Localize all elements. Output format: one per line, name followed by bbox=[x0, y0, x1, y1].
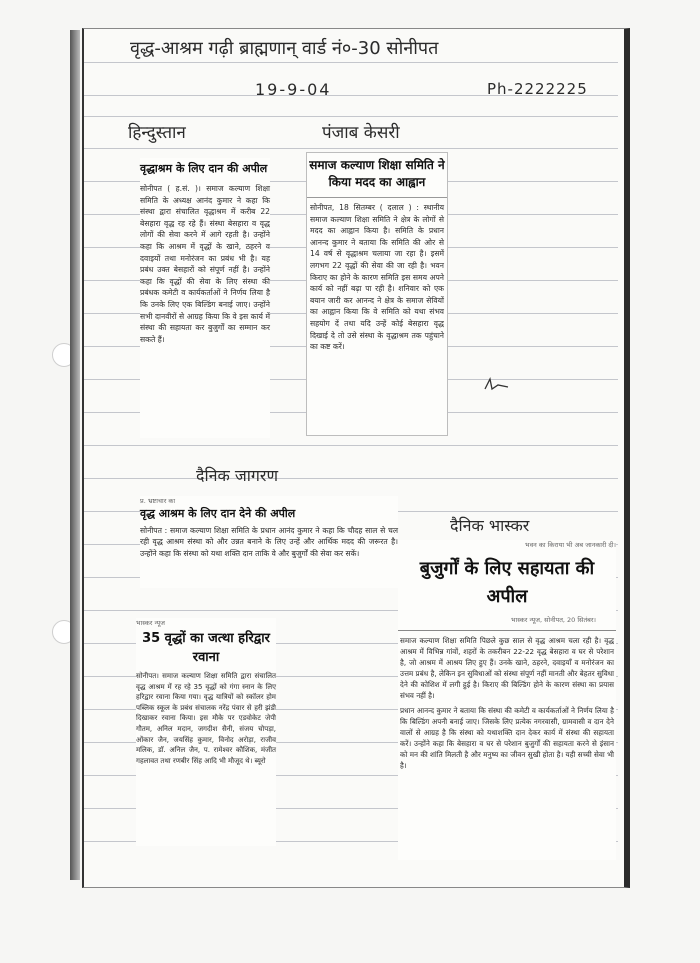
header-phone: Ph-2222225 bbox=[487, 80, 588, 98]
clipping-headline: 35 वृद्धों का जत्था हरिद्वार रवाना bbox=[142, 631, 270, 665]
clipping-headline: वृद्धाश्रम के लिए दान की अपील bbox=[140, 162, 268, 175]
header-date: 19-9-04 bbox=[255, 80, 332, 99]
clipping-headline: समाज कल्याण शिक्षा समिति ने किया मदद का आह्वान bbox=[307, 153, 447, 198]
register-spine bbox=[70, 30, 80, 880]
clipping-body-1: समाज कल्याण शिक्षा समिति पिछले कुछ साल से वृद्ध आश्रम चला रही है। वृद्ध आश्रम में विभिन्न गांवों, शहरों के तकरीबन 22-22 वृद्ध बेसहारा व घर से परेशान है, जो आश्रम में आश्रय लिए हुए हैं। उनके खाने, ठहरने, दवाइयाँ व मनोरंजन का उत्तम प्रबंध है, लेकिन इन सुविधाओं को संस्था संपूर्ण नहीं मानती और बेहतर सुविधा देने की कोशिश में लगी हुई है। किराए की बिल्डिंग होने के कारण संस्था का प्रयास संभव नहीं है। bbox=[398, 630, 616, 701]
clipping-headline: बुजुर्गों के लिए सहायता की अपील bbox=[419, 558, 595, 607]
clipping-body: सोनीपत, 18 सितम्बर ( दलाल ) : स्थानीय समाज कल्याण शिक्षा समिति ने क्षेत्र के लोगों से मदद का आह्वान किया है। समिति के प्रधान आनन्द कुमार ने बताया कि समिति की ओर से 14 वर्ष से वृद्धाश्रम चलाया जा रहा है। इसमें लगभग 22 वृद्धों की सेवा की जा रही है। भवन किराए का होने के कारण समिति इस समय अपने कार्य को नहीं बढ़ा पा रही है। शनिवार को एक बयान जारी कर आनन्द ने क्षेत्र के समाज सेवियों का आह्वान किया कि वे समिति को यथा संभव सहयोग दें तथा यदि उन्हें कोई बेसहारा वृद्ध दिखाई दे तो उसे संस्था के वृद्धाश्रम तक पहुंचाने का कष्ट करें। bbox=[310, 203, 444, 352]
clipping-headline: वृद्ध आश्रम के लिए दान देने की अपील bbox=[140, 507, 296, 520]
clipping-byline: भास्कर न्यूज, सोनीपत, 20 सितंबर। bbox=[511, 616, 596, 624]
clipping-body-2: प्रधान आनन्द कुमार ने बताया कि संस्था की कमेटी व कार्यकर्ताओं ने निर्णय लिया है कि बिल्डिंग अपनी बनाई जाए। जिसके लिए प्रत्येक नगरवासी, ग्रामवासी व दान देने वालों से आग्रह है कि संस्था को यथाशक्ति दान देकर कार्य में संस्था की सहायता करें। उन्होंने कहा कि बेसहारा व घर से परेशान बुजुर्गों की सहायता करने से इंसान को मन की शांति मिलती है और मनुष्य का जीवन सुखी होता है। यही सच्ची सेवा भी है। bbox=[400, 706, 614, 770]
clipping-dainik-jagran bbox=[140, 496, 398, 588]
source-punjab-kesari: पंजाब केसरी bbox=[322, 123, 400, 143]
clipping-dainik-bhaskar bbox=[398, 540, 616, 860]
clipping-body: सोनीपत। समाज कल्याण शिक्षा समिति द्वारा संचालित वृद्ध आश्रम में रह रहे 35 वृद्धों को गंगा स्नान के लिए हरिद्वार रवाना किया गया। वृद्ध यात्रियों को स्कॉलर होम पब्लिक स्कूल के प्रबंध संचालक नरेंद्र पंवार से हरी झंडी दिखाकर रवाना किया। इस मौके पर एडवोकेट जेपी गौतम, अनिल मदान, जगदीश सैनी, संजय चोपड़ा, ओंकार जैन, जयसिंह कुमार, विनोद अरोड़ा, राजीव मलिक, डॉ. अनिल जैन, प. रामेश्वर कौशिक, मंजीत गहलावत तथा रणबीर सिंह आदि भी मौजूद थे। ब्यूरो bbox=[136, 672, 276, 765]
source-dainik-jagran: दैनिक जागरण bbox=[196, 466, 279, 485]
clipping-punjab-kesari bbox=[306, 152, 448, 436]
signature-mark bbox=[482, 375, 512, 393]
clipping-kicker: भास्कर न्यूज bbox=[136, 619, 166, 627]
clipping-kicker: भवन का किराया भी अब जानकारी दी। bbox=[525, 541, 616, 549]
clipping-body: सोनीपत ( ह.सं. )। समाज कल्याण शिक्षा समिति के अध्यक्ष आनंद कुमार ने कहा कि संस्था द्वारा संचालित वृद्धाश्रम में करीब 22 बेसहारा वृद्ध रह रहे हैं। संस्था बेसहारा व वृद्ध लोगों की सेवा करने में आगे रहती है। उन्होंने कहा कि आश्रम में वृद्धों के खाने, ठहरने व दवाइयों तथा मनोरंजन का प्रबंध भी है। यह प्रबंध उक्त बेसहारों को संपूर्ण नहीं है। उन्होंने कहा कि वृद्धों की सेवा के लिए संस्था की प्रबंधक कमेटी व कार्यकर्ताओं ने निर्णय लिया है कि उनके लिए एक बिल्डिंग बनाई जाए। उन्होंने सभी दानवीरों से आग्रह किया कि वे इस कार्य में संस्था की सहायता कर बुजुर्गों का सम्मान कर सकते हैं। bbox=[140, 184, 270, 344]
clipping-body: सोनीपत : समाज कल्याण शिक्षा समिति के प्रधान आनंद कुमार ने कहा कि चौदह साल से चल रही वृद्ध आश्रम संस्था को और उन्नत बनाने के लिए उन्हें और आर्थिक मदद की जरूरत है। उन्होंने कहा कि संस्था को यथा शक्ति दान ताकि वे और बुजुर्गों की सेवा कर सकें। bbox=[140, 525, 398, 558]
source-hindustan: हिन्दुस्तान bbox=[128, 123, 186, 143]
clipping-haridwar bbox=[136, 618, 276, 846]
source-dainik-bhaskar: दैनिक भास्कर bbox=[450, 516, 530, 535]
header-title: वृद्ध-आश्रम गढ़ी ब्राह्मणान् वार्ड नं०-30 सोनीपत bbox=[130, 38, 439, 59]
clipping-kicker: प्र. भ्रष्टाचार का bbox=[140, 497, 176, 505]
clipping-hindustan bbox=[140, 158, 270, 438]
